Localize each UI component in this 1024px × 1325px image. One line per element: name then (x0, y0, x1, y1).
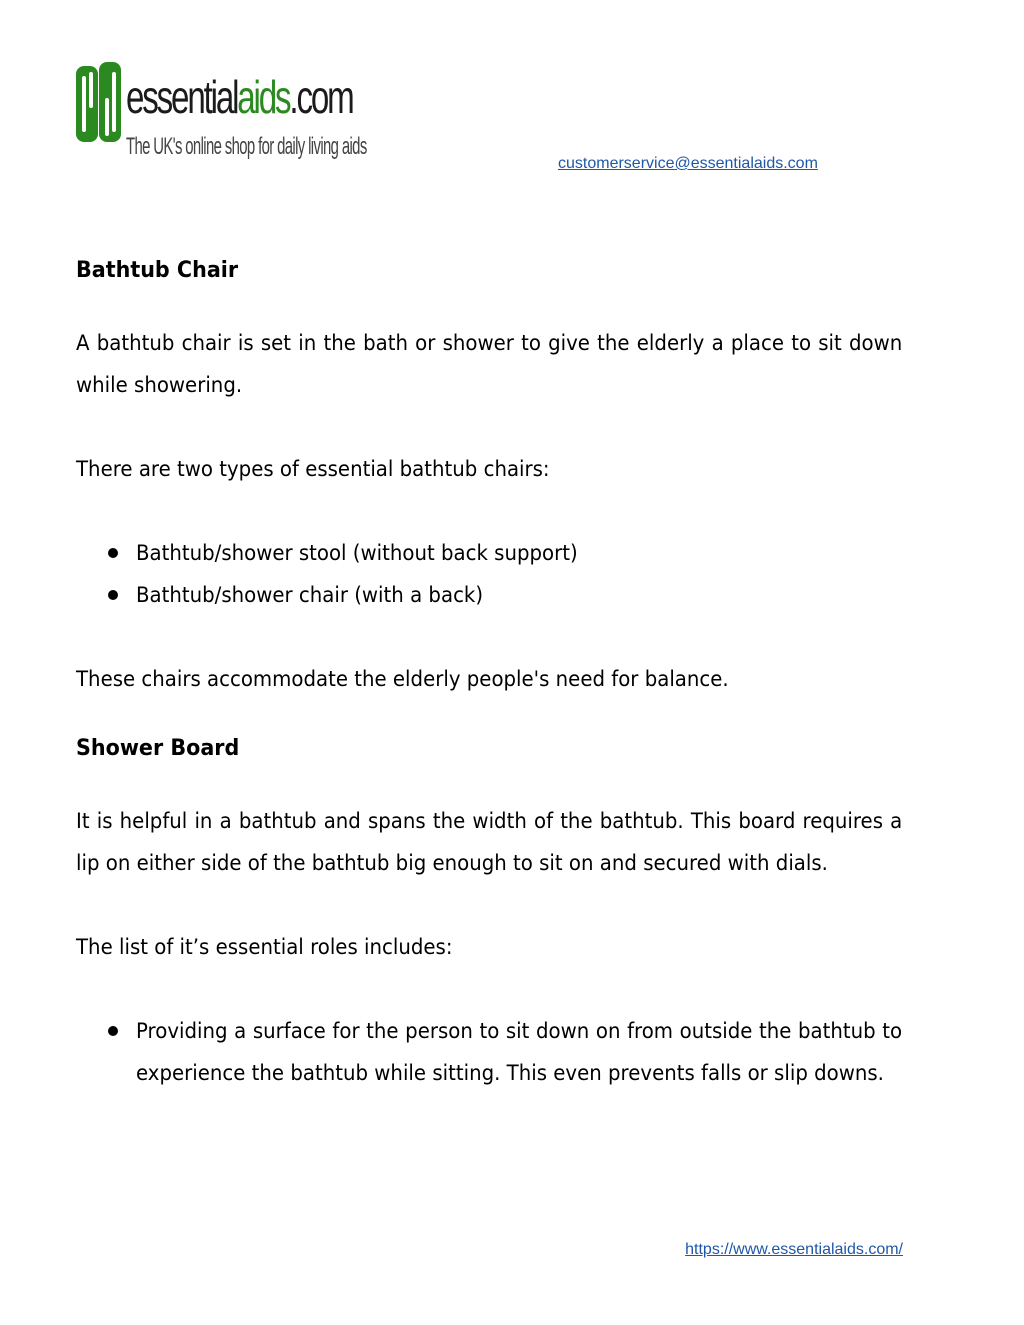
shower-board-roles-lead: The list of it’s essential roles includes: (76, 935, 453, 959)
bathtub-chair-closing: These chairs accommodate the elderly people's need for balance. (76, 667, 729, 691)
list-item (104, 574, 902, 616)
logo-wordmark (126, 71, 353, 123)
list-item-text: Bathtub/shower stool (without back support) (136, 541, 578, 565)
logo-mark-icon (76, 62, 122, 146)
list-item (104, 532, 902, 574)
heading-shower-board: Shower Board (76, 736, 240, 761)
logo-brand-prefix: essential (126, 71, 238, 123)
logo-brand-highlight: aids (237, 71, 290, 123)
customer-service-email-link[interactable]: customerservice@essentialaids.com (558, 155, 818, 172)
list-item-text: Providing a surface for the person to sit down on from outside the bathtub to experience the bathtub while sitting. This even prevents falls or slip downs. (136, 1019, 903, 1085)
article-body (76, 250, 902, 1094)
website-footer-link[interactable]: https://www.essentialaids.com/ (685, 1241, 903, 1258)
list-item-text: Bathtub/shower chair (with a back) (136, 583, 484, 607)
list-item (104, 1010, 902, 1094)
bathtub-chair-intro: A bathtub chair is set in the bath or shower to give the elderly a place to sit down while showering. (76, 331, 903, 397)
bullet-icon (108, 1026, 118, 1036)
shower-board-intro: It is helpful in a bathtub and spans the width of the bathtub. This board requires a lip on either side of the bathtub big enough to sit on and secured with dials. (76, 809, 903, 875)
logo-tagline: The UK's online shop for daily living aids (126, 133, 367, 160)
essentialaids-logo[interactable] (76, 62, 367, 172)
heading-bathtub-chair: Bathtub Chair (76, 258, 239, 283)
bullet-icon (108, 590, 118, 600)
logo-brand-suffix: .com (289, 71, 353, 123)
shower-board-roles-list (76, 1010, 902, 1094)
bathtub-chair-types-lead: There are two types of essential bathtub chairs: (76, 457, 550, 481)
bathtub-chair-types-list (76, 532, 902, 616)
bullet-icon (108, 548, 118, 558)
